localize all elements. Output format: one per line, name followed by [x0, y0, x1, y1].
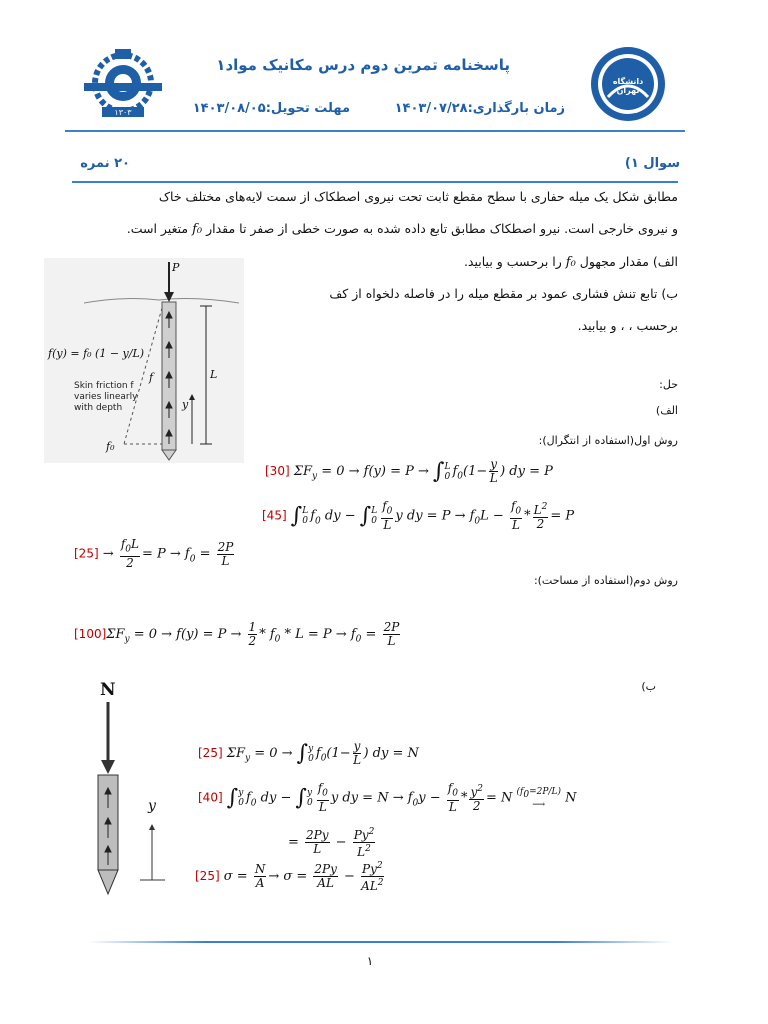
equation-2: [45] ∫L 0 $f_0$ dy − ∫L 0 $\frac{f_0}{L}$ y dy = $P \to f_0L$ − $\frac{f_0}{L}$ * $\frac{L^2}{2}$ = P	[262, 499, 575, 533]
footer-divider	[88, 941, 673, 943]
part-a-text: الف) مقدار مجهول	[579, 254, 678, 269]
method-2-label: روش دوم(استفاده از مساحت):	[533, 574, 678, 587]
score-eq4: [100]	[74, 627, 107, 641]
fig1-caption-line-1: Skin friction f	[74, 381, 134, 391]
question-label: سوال ۱)	[624, 156, 680, 171]
score-eq5: [25]	[198, 746, 223, 760]
university-logo-text: دانشگاه تهران	[612, 77, 644, 95]
question-line-1: مطابق شکل یک میله حفاری با سطح مقطع ثابت تحت نیروی اصطکاک از سمت لایه‌های مختلف خاک	[158, 189, 678, 204]
due-date: مهلت تحویل:۱۴۰۳/۰۸/۰۵	[192, 101, 350, 116]
fig1-f-label: f	[149, 371, 154, 384]
upload-date: زمان بارگذاری:۱۴۰۳/۰۷/۲۸	[394, 101, 565, 116]
equation-6b: = $\frac{2Py}{L}$ − $\frac{Py^2}{L^2}$	[288, 827, 375, 859]
fig1-f0-label: f₀	[106, 440, 115, 453]
f0-var: f₀	[192, 222, 203, 237]
figure-2	[90, 680, 180, 900]
solution-part-b-label: ب)	[641, 680, 656, 693]
left-logo	[78, 45, 168, 123]
equation-6: [40] ∫y 0 $f_0$ dy − ∫y 0 $\frac{f_0}{L}$ y dy = $N \to f_0y$ − $\frac{f_0}{L}$ * $\frac{y^2}{2}$ = N $(f_0=2P/L)$ ⟶ N	[198, 781, 577, 815]
header-divider	[65, 130, 685, 132]
score-eq6: [40]	[198, 790, 223, 805]
fig1-y-label: y	[182, 398, 189, 411]
score-eq7: [25]	[195, 869, 220, 883]
part-b-line-1: ب) تابع تنش فشاری عمود بر مقطع میله را در فاصله دلخواه از کف	[329, 286, 678, 301]
equation-7: [25] σ = $\frac{N}{A}$ → σ = $\frac{2Py}{AL}$ − $\frac{Py^2}{AL^2}$	[195, 861, 384, 893]
question-line-2	[72, 220, 678, 239]
part-a-end: را برحسب و بیابید.	[463, 254, 562, 269]
score-eq2: [45]	[262, 508, 287, 523]
university-logo	[588, 45, 668, 123]
fig1-caption-line-2: varies linearly	[74, 392, 138, 402]
left-logo-text: ۱۳۰۳	[114, 108, 132, 117]
question-line-2-end: متغیر است.	[126, 221, 189, 236]
score-eq1: [30]	[265, 464, 290, 478]
fig1-L-label: L	[210, 368, 218, 381]
solution-part-a-label: الف)	[655, 404, 678, 417]
equation-1: [30] $\Sigma F_y = 0 \to f(y) = P \to \int L$ 0 $f_0(1-$ $\frac{y}{L}$ ) dy = P	[265, 457, 553, 485]
fig1-caption-line-3: with depth	[74, 403, 123, 413]
equation-3: [25] → $\frac{f_0L}{2}$ = $P \to f_0$ = $\frac{2P}{L}$	[74, 537, 234, 571]
solution-label: حل:	[659, 378, 678, 391]
page-number: ۱	[366, 954, 374, 968]
part-b-line-2: برحسب ، ، و بیابید.	[577, 318, 678, 333]
figure-1	[44, 258, 244, 463]
page-title: پاسخنامه تمرین دوم درس مکانیک مواد۱	[216, 56, 510, 74]
question-divider	[72, 181, 678, 183]
question-line-2-text: و نیروی خارجی است. نیرو اصطکاک مطابق تابع داده شده به صورت خطی از صفر تا مقدار	[206, 221, 678, 236]
score-eq3: [25]	[74, 546, 99, 561]
fig1-caption	[74, 381, 137, 414]
equation-5: [25] $\Sigma F_y = 0 \to \int y$ 0 $f_0(1-$ $\frac{y}{L}$ ) dy = N	[198, 739, 419, 767]
question-points: ۲۰ نمره	[80, 156, 130, 171]
fig2-y-label: y	[148, 798, 156, 814]
fig2-load-label: N	[100, 680, 116, 700]
part-a	[240, 253, 678, 272]
fig1-load-label: P	[172, 261, 180, 274]
part-a-var: f₀	[565, 255, 576, 270]
method-1-label: روش اول(استفاده از انتگرال):	[538, 434, 678, 447]
equation-4: $[100]\Sigma F_y = 0 \to f(y) = P$ → $\frac{1}{2}$ * $f_0 * L = P \to f_0$ = $\frac{2P}{L}$	[74, 620, 400, 648]
fig1-formula: f(y) = f₀ (1 − y/L)	[48, 347, 145, 360]
